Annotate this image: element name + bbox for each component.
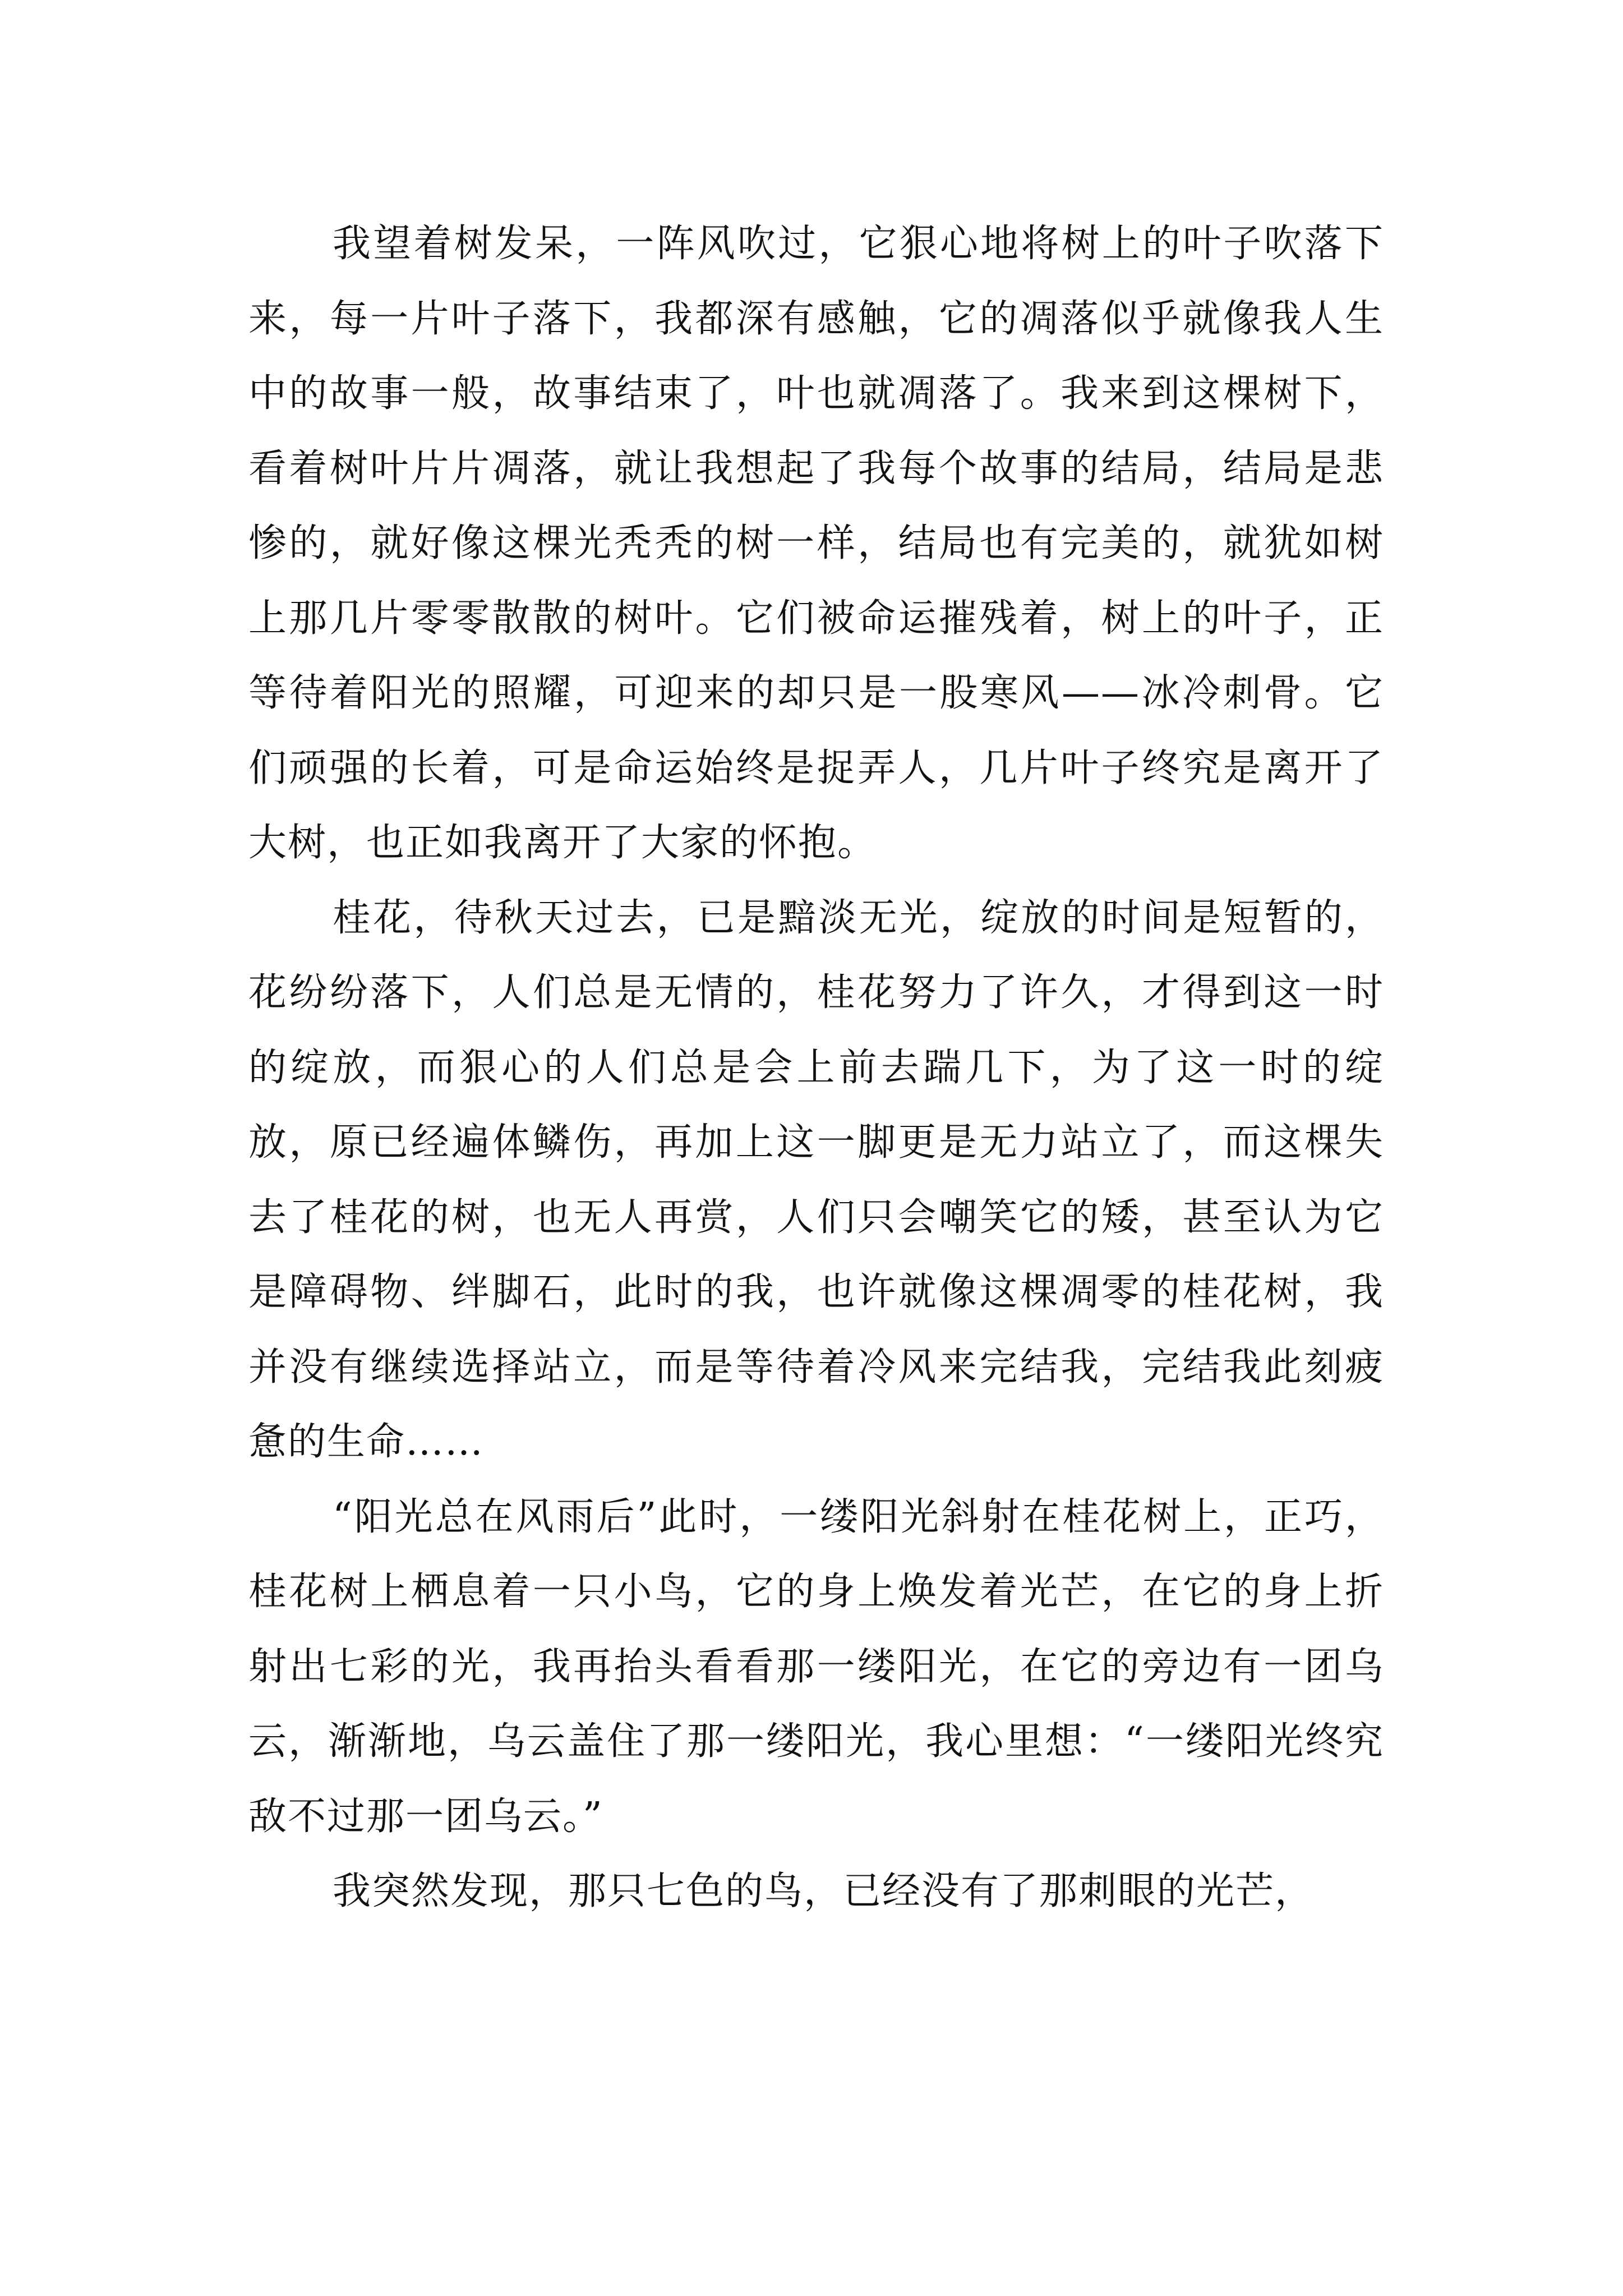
paragraph-sunlight: “阳光总在风雨后”此时，一缕阳光斜射在桂花树上，正巧，桂花树上栖息着一只小鸟，它的身上焕发着光芒，在它的身上折射出七彩的光，我再抬头看看那一缕阳光，在它的旁边有一团乌云，渐渐地，乌云盖住了那一缕阳光，我心里想：“一缕阳光终究敌不过那一团乌云。”: [248, 1494, 1384, 1839]
paragraph-osmanthus: 桂花，待秋天过去，已是黯淡无光，绽放的时间是短暂的，花纷纷落下，人们总是无情的，桂花努力了许久，才得到这一时的绽放，而狠心的人们总是会上前去踹几下，为了这一时的绽放，原已经遍体鳞伤，再加上这一脚更是无力站立了，而这棵失去了桂花的树，也无人再赏，人们只会嘲笑它的矮，甚至认为它是障碍物、绊脚石，此时的我，也许就像这棵凋零的桂花树，我并没有继续选择站立，而是等待着冷风来完结我，完结我此刻疲惫的生命……: [248, 895, 1384, 1464]
paragraph-seven-color-bird: 我突然发现，那只七色的鸟，已经没有了那刺眼的光芒，: [333, 1869, 1315, 1913]
paragraph-fallen-leaves: 我望着树发呆，一阵风吹过，它狠心地将树上的叶子吹落下来，每一片叶子落下，我都深有感触，它的凋落似乎就像我人生中的故事一般，故事结束了，叶也就凋落了。我来到这棵树下，看着树叶片片凋落，就让我想起了我每个故事的结局，结局是悲惨的，就好像这棵光秃秃的树一样，结局也有完美的，就犹如树上那几片零零散散的树叶。它们被命运摧残着，树上的叶子，正等待着阳光的照耀，可迎来的却只是一股寒风——冰冷刺骨。它们顽强的长着，可是命运始终是捉弄人，几片叶子终究是离开了大树，也正如我离开了大家的怀抱。: [248, 222, 1384, 865]
document-body: [248, 206, 1384, 1929]
